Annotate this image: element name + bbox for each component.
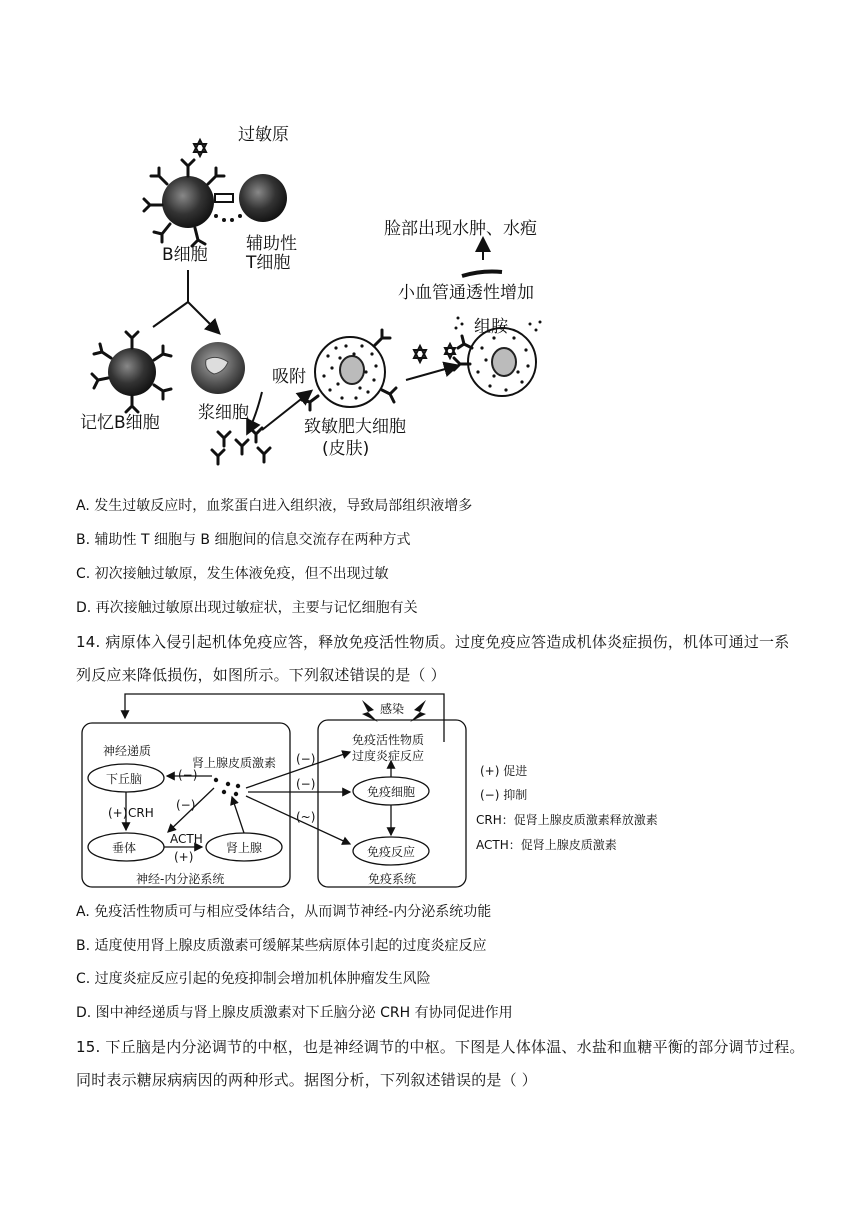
pituitary-label: 垂体 <box>112 841 137 855</box>
lightning-icon-right <box>410 700 426 722</box>
legend-acth: ACTH：促肾上腺皮质激素 <box>476 838 617 852</box>
histamine-label: 组胺 <box>474 317 508 337</box>
minus-label-1: (−) <box>178 768 198 782</box>
allergen-label: 过敏原 <box>238 125 289 145</box>
corticosteroid-label: 肾上腺皮质激素 <box>192 756 277 770</box>
mast-cell-sublabel: (皮肤) <box>322 439 370 459</box>
mast-cell-label: 致敏肥大细胞 <box>304 417 406 437</box>
q13-option-b: B. 辅助性 T 细胞与 B 细胞间的信息交流存在两种方式 <box>76 532 411 548</box>
neuro-endocrine-title: 神经-内分泌系统 <box>136 872 225 886</box>
minus-label-4: (−) <box>296 777 316 791</box>
legend-crh: CRH：促肾上腺皮质激素释放激素 <box>476 813 658 827</box>
neuro-immune-diagram <box>76 690 476 890</box>
minus-label-3: (−) <box>296 752 316 766</box>
immune-cell-label: 免疫细胞 <box>367 785 416 799</box>
infection-label: 感染 <box>380 702 405 716</box>
q14-option-c: C. 过度炎症反应引起的免疫抑制会增加机体肿瘤发生风险 <box>76 971 431 987</box>
allergen-icon-2 <box>414 346 426 362</box>
crh-label: CRH <box>128 806 154 820</box>
acth-label: ACTH <box>170 832 203 846</box>
acth-plus-label: (+) <box>174 850 194 864</box>
immune-active-label: 免疫活性物质 <box>352 733 425 747</box>
plasma-cell-icon <box>191 342 245 394</box>
q14-option-d: D. 图中神经递质与肾上腺皮质激素对下丘脑分泌 CRH 有协同促进作用 <box>76 1005 513 1021</box>
helper-t-label-1: 辅助性 <box>246 234 297 254</box>
memory-b-label: 记忆B细胞 <box>80 413 160 433</box>
q14-stem-line2: 列反应来降低损伤，如图所示。下列叙述错误的是（ ） <box>76 666 446 684</box>
helper-t-label-2: T细胞 <box>246 253 291 273</box>
q15-stem-line2: 同时表示糖尿病病因的两种形式。据图分析，下列叙述错误的是（ ） <box>76 1071 537 1089</box>
legend-promote: (+) 促进 <box>480 764 528 778</box>
helper-t-cell-icon <box>239 174 287 222</box>
q13-option-c: C. 初次接触过敏原，发生体液免疫，但不出现过敏 <box>76 566 389 582</box>
adsorb-label: 吸附 <box>272 367 306 387</box>
permeability-label: 小血管通透性增加 <box>398 283 534 303</box>
q13-option-a: A. 发生过敏反应时，血浆蛋白进入组织液，导致局部组织液增多 <box>76 498 473 514</box>
mast-cell-icon <box>302 330 396 410</box>
antibody-icons <box>212 428 270 464</box>
q14-option-a: A. 免疫活性物质可与相应受体结合，从而调节神经-内分泌系统功能 <box>76 904 492 920</box>
q13-option-d: D. 再次接触过敏原出现过敏症状，主要与记忆细胞有关 <box>76 600 418 616</box>
minus-label-5: (~) <box>296 810 316 824</box>
neurotransmitter-label: 神经递质 <box>103 744 152 758</box>
memory-b-cell-icon <box>92 332 171 412</box>
immune-response-label: 免疫反应 <box>367 845 416 859</box>
plasma-label: 浆细胞 <box>198 403 249 423</box>
excess-inflammation-label: 过度炎症反应 <box>352 749 425 763</box>
q15-stem-line1: 15. 下丘脑是内分泌调节的中枢，也是神经调节的中枢。下图是人体体温、水盐和血糖平衡的部分调节过程。 <box>76 1038 805 1056</box>
minus-label-2: (−) <box>176 798 196 812</box>
q14-stem-line1: 14. 病原体入侵引起机体免疫应答，释放免疫活性物质。过度免疫应答造成机体炎症损伤，机体可通过一系 <box>76 633 790 651</box>
legend-inhibit: (−) 抑制 <box>480 788 528 802</box>
b-cell-icon <box>144 160 224 246</box>
immune-system-title: 免疫系统 <box>368 872 417 886</box>
q14-option-b: B. 适度使用肾上腺皮质激素可缓解某些病原体引起的过度炎症反应 <box>76 938 487 954</box>
blood-vessel-icon <box>462 272 502 277</box>
crh-plus-label: (+) <box>108 806 128 820</box>
symptom-label: 脸部出现水肿、水疱 <box>384 219 537 239</box>
lightning-icon-left <box>362 700 378 722</box>
adrenal-label: 肾上腺 <box>226 841 263 855</box>
b-cell-label: B细胞 <box>162 245 208 265</box>
hypothalamus-label: 下丘脑 <box>106 772 143 786</box>
allergen-icon <box>194 140 206 156</box>
